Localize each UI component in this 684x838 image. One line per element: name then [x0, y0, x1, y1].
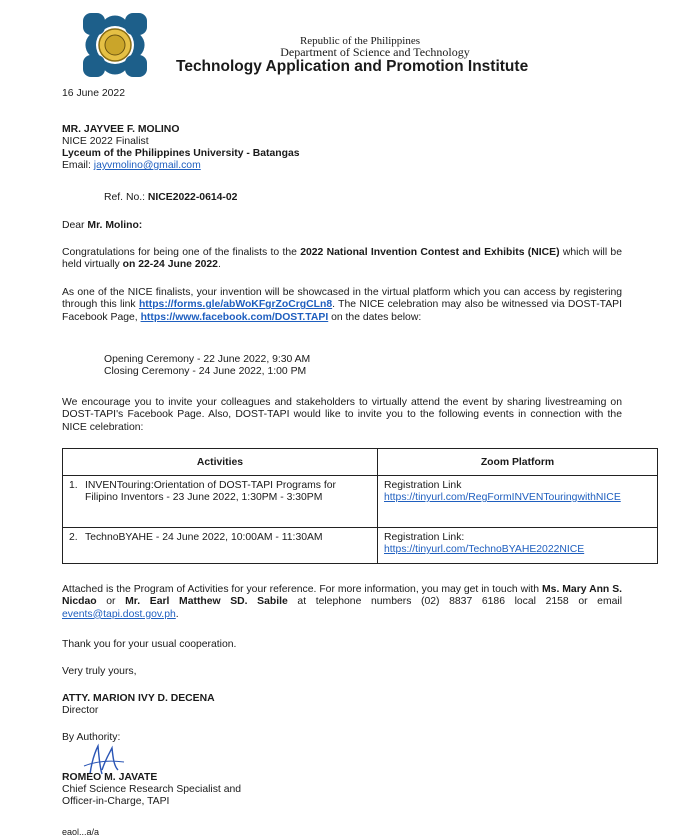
p1-contest-name: 2022 National Invention Contest and Exhibits (NICE) [300, 247, 560, 258]
p4-period: . [175, 608, 179, 620]
ref-label: Ref. No.: [104, 192, 145, 203]
paragraph-virtual-platform [62, 287, 622, 324]
closing-line: Very truly yours, [62, 666, 137, 677]
header-zoom-platform: Zoom Platform [378, 449, 658, 476]
paragraph-congratulations [62, 247, 622, 272]
activity-cell [63, 476, 378, 528]
letter-date: 16 June 2022 [62, 88, 125, 99]
schedule-closing: Closing Ceremony - 24 June 2022, 1:00 PM [104, 366, 307, 377]
table-row [63, 528, 658, 564]
institute-name: Technology Application and Promotion Institute [176, 58, 529, 75]
signatory-2-name: ROMEO M. JAVATE [62, 772, 158, 783]
header-activities: Activities [63, 449, 378, 476]
p1-text-c: which will be held virtually [62, 247, 622, 271]
zoom-registration-link[interactable]: https://tinyurl.com/TechnoBYAHE2022NICE [384, 544, 585, 555]
contact-name-1: Ms. Mary Ann S. Nicdao [62, 584, 623, 608]
paragraph-contact [62, 584, 622, 621]
recipient-email-line [62, 160, 201, 172]
recipient-email-link[interactable]: jayvmolino@gmail.com [93, 160, 201, 171]
row-number: 1. [69, 480, 78, 491]
signatory-2-title-1: Chief Science Research Specialist and [62, 784, 242, 795]
republic-line: Republic of the Philippines [299, 35, 421, 47]
zoom-cell [378, 528, 658, 564]
p2-text-c: on the dates below: [331, 311, 422, 323]
reference-number [104, 192, 237, 204]
ref-value: NICE2022-0614-02 [147, 192, 238, 203]
signatory-1-title: Director [62, 705, 99, 716]
signatory-2-title-2: Officer-in-Charge, TAPI [62, 796, 170, 807]
p2-text-a: As one of the NICE finalists, your invention will be showcased in the virtual platform which you can access by registering through this link [62, 287, 622, 311]
contact-email-link[interactable]: events@tapi.dost.gov.ph [62, 608, 176, 620]
p2-text-b: . The NICE celebration may also be witnessed via DOST-TAPI Facebook Page, [62, 299, 622, 323]
dost-seal [80, 10, 150, 80]
department-line: Department of Science and Technology [280, 45, 470, 59]
activity-text: INVENTouring:Orientation of DOST-TAPI Programs for Filipino Inventors - 23 June 2022, 1:30PM - 3:30PM [85, 480, 336, 503]
salutation-name: Mr. Molino: [87, 220, 143, 231]
forms-link[interactable]: https://forms.gle/abWoKFgrZoCrgCLn8 [138, 299, 333, 311]
activity-text: TechnoBYAHE - 24 June 2022, 10:00AM - 11:30AM [85, 532, 323, 543]
footer-initials: eaol...a/a [62, 827, 100, 837]
recipient-school: Lyceum of the Philippines University - Batangas [62, 148, 300, 159]
table-row [63, 476, 658, 528]
activities-table [62, 448, 658, 564]
paragraph-invitation: We encourage you to invite your colleagues and stakeholders to virtually attend the event by sharing livestreaming on DOST-TAPI's Facebook Page. Also, DOST-TAPI would like to invite you to the following events in connection with the NICE celebration: [62, 397, 622, 433]
signatory-1-name: ATTY. MARION IVY D. DECENA [62, 693, 215, 704]
recipient-title: NICE 2022 Finalist [62, 136, 149, 147]
p4-text-b: at telephone numbers (02) 8837 6186 local 2158 or email [297, 596, 623, 608]
zoom-label: Registration Link [384, 480, 462, 491]
row-number: 2. [69, 532, 78, 543]
facebook-link[interactable]: https://www.facebook.com/DOST.TAPI [140, 311, 329, 323]
p1-dates: on 22-24 June 2022 [122, 259, 218, 271]
salutation [62, 220, 142, 232]
email-label: Email: [62, 160, 91, 171]
zoom-registration-link[interactable]: https://tinyurl.com/RegFormINVENTouringwithNICE [384, 492, 621, 503]
recipient-name: MR. JAYVEE F. MOLINO [62, 124, 180, 135]
p4-or: or [106, 596, 116, 608]
thanks-line: Thank you for your usual cooperation. [62, 639, 237, 650]
by-authority: By Authority: [62, 732, 121, 743]
zoom-cell [378, 476, 658, 528]
salutation-prefix: Dear [62, 220, 85, 231]
zoom-label: Registration Link: [384, 532, 465, 543]
contact-name-2: Mr. Earl Matthew SD. Sabile [125, 596, 288, 608]
activity-cell [63, 528, 378, 564]
schedule-opening: Opening Ceremony - 22 June 2022, 9:30 AM [104, 354, 311, 365]
p4-text-a: Attached is the Program of Activities for your reference. For more information, you may get in touch with [62, 584, 540, 595]
p1-text-a: Congratulations for being one of the finalists to the [62, 247, 297, 258]
table-header-row [63, 449, 658, 476]
p1-period: . [217, 259, 221, 271]
